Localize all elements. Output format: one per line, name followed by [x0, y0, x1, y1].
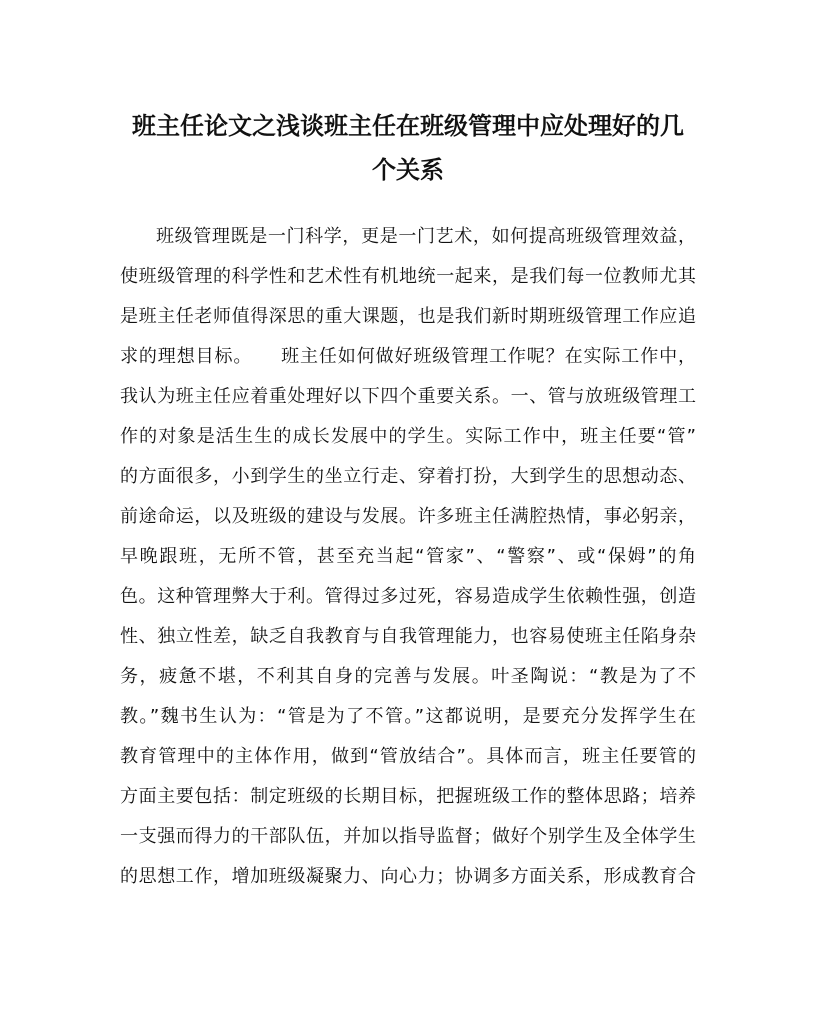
body-line: 求的理想目标。 班主任如何做好班级管理工作呢？在实际工作中，	[120, 346, 696, 367]
body-line: 一支强而得力的干部队伍，并加以指导监督；做好个别学生及全体学生	[120, 826, 696, 847]
body-line: 的思想工作，增加班级凝聚力、向心力；协调多方面关系，形成教育合	[120, 866, 696, 887]
body-line: 方面主要包括：制定班级的长期目标，把握班级工作的整体思路；培养	[120, 786, 696, 807]
body-line: 作的对象是活生生的成长发展中的学生。实际工作中，班主任要“管”	[120, 426, 696, 447]
document-body	[120, 217, 696, 897]
body-line: 色。这种管理弊大于利。管得过多过死，容易造成学生依赖性强，创造	[120, 586, 696, 607]
body-line: 班级管理既是一门科学，更是一门艺术，如何提高班级管理效益，	[156, 226, 696, 247]
body-line: 是班主任老师值得深思的重大课题，也是我们新时期班级管理工作应追	[120, 306, 696, 327]
body-line: 早晚跟班，无所不管，甚至充当起“管家”、“警察”、或“保姆”的角	[120, 546, 696, 567]
body-line: 前途命运，以及班级的建设与发展。许多班主任满腔热情，事必躬亲，	[120, 506, 696, 527]
body-line: 教。”魏书生认为：“管是为了不管。”这都说明，是要充分发挥学生在	[120, 706, 696, 727]
body-line: 性、独立性差，缺乏自我教育与自我管理能力，也容易使班主任陷身杂	[120, 626, 696, 647]
body-line: 的方面很多，小到学生的坐立行走、穿着打扮，大到学生的思想动态、	[120, 466, 696, 487]
body-line: 我认为班主任应着重处理好以下四个重要关系。一、管与放班级管理工	[120, 386, 696, 407]
body-line: 教育管理中的主体作用，做到“管放结合”。具体而言，班主任要管的	[120, 746, 696, 767]
body-line: 务，疲惫不堪，不利其自身的完善与发展。叶圣陶说：“教是为了不	[120, 666, 696, 687]
document-title-line-1: 班主任论文之浅谈班主任在班级管理中应处理好的几	[132, 111, 684, 140]
body-line: 使班级管理的科学性和艺术性有机地统一起来，是我们每一位教师尤其	[120, 266, 696, 287]
document-title-line-2: 个关系	[372, 155, 444, 184]
